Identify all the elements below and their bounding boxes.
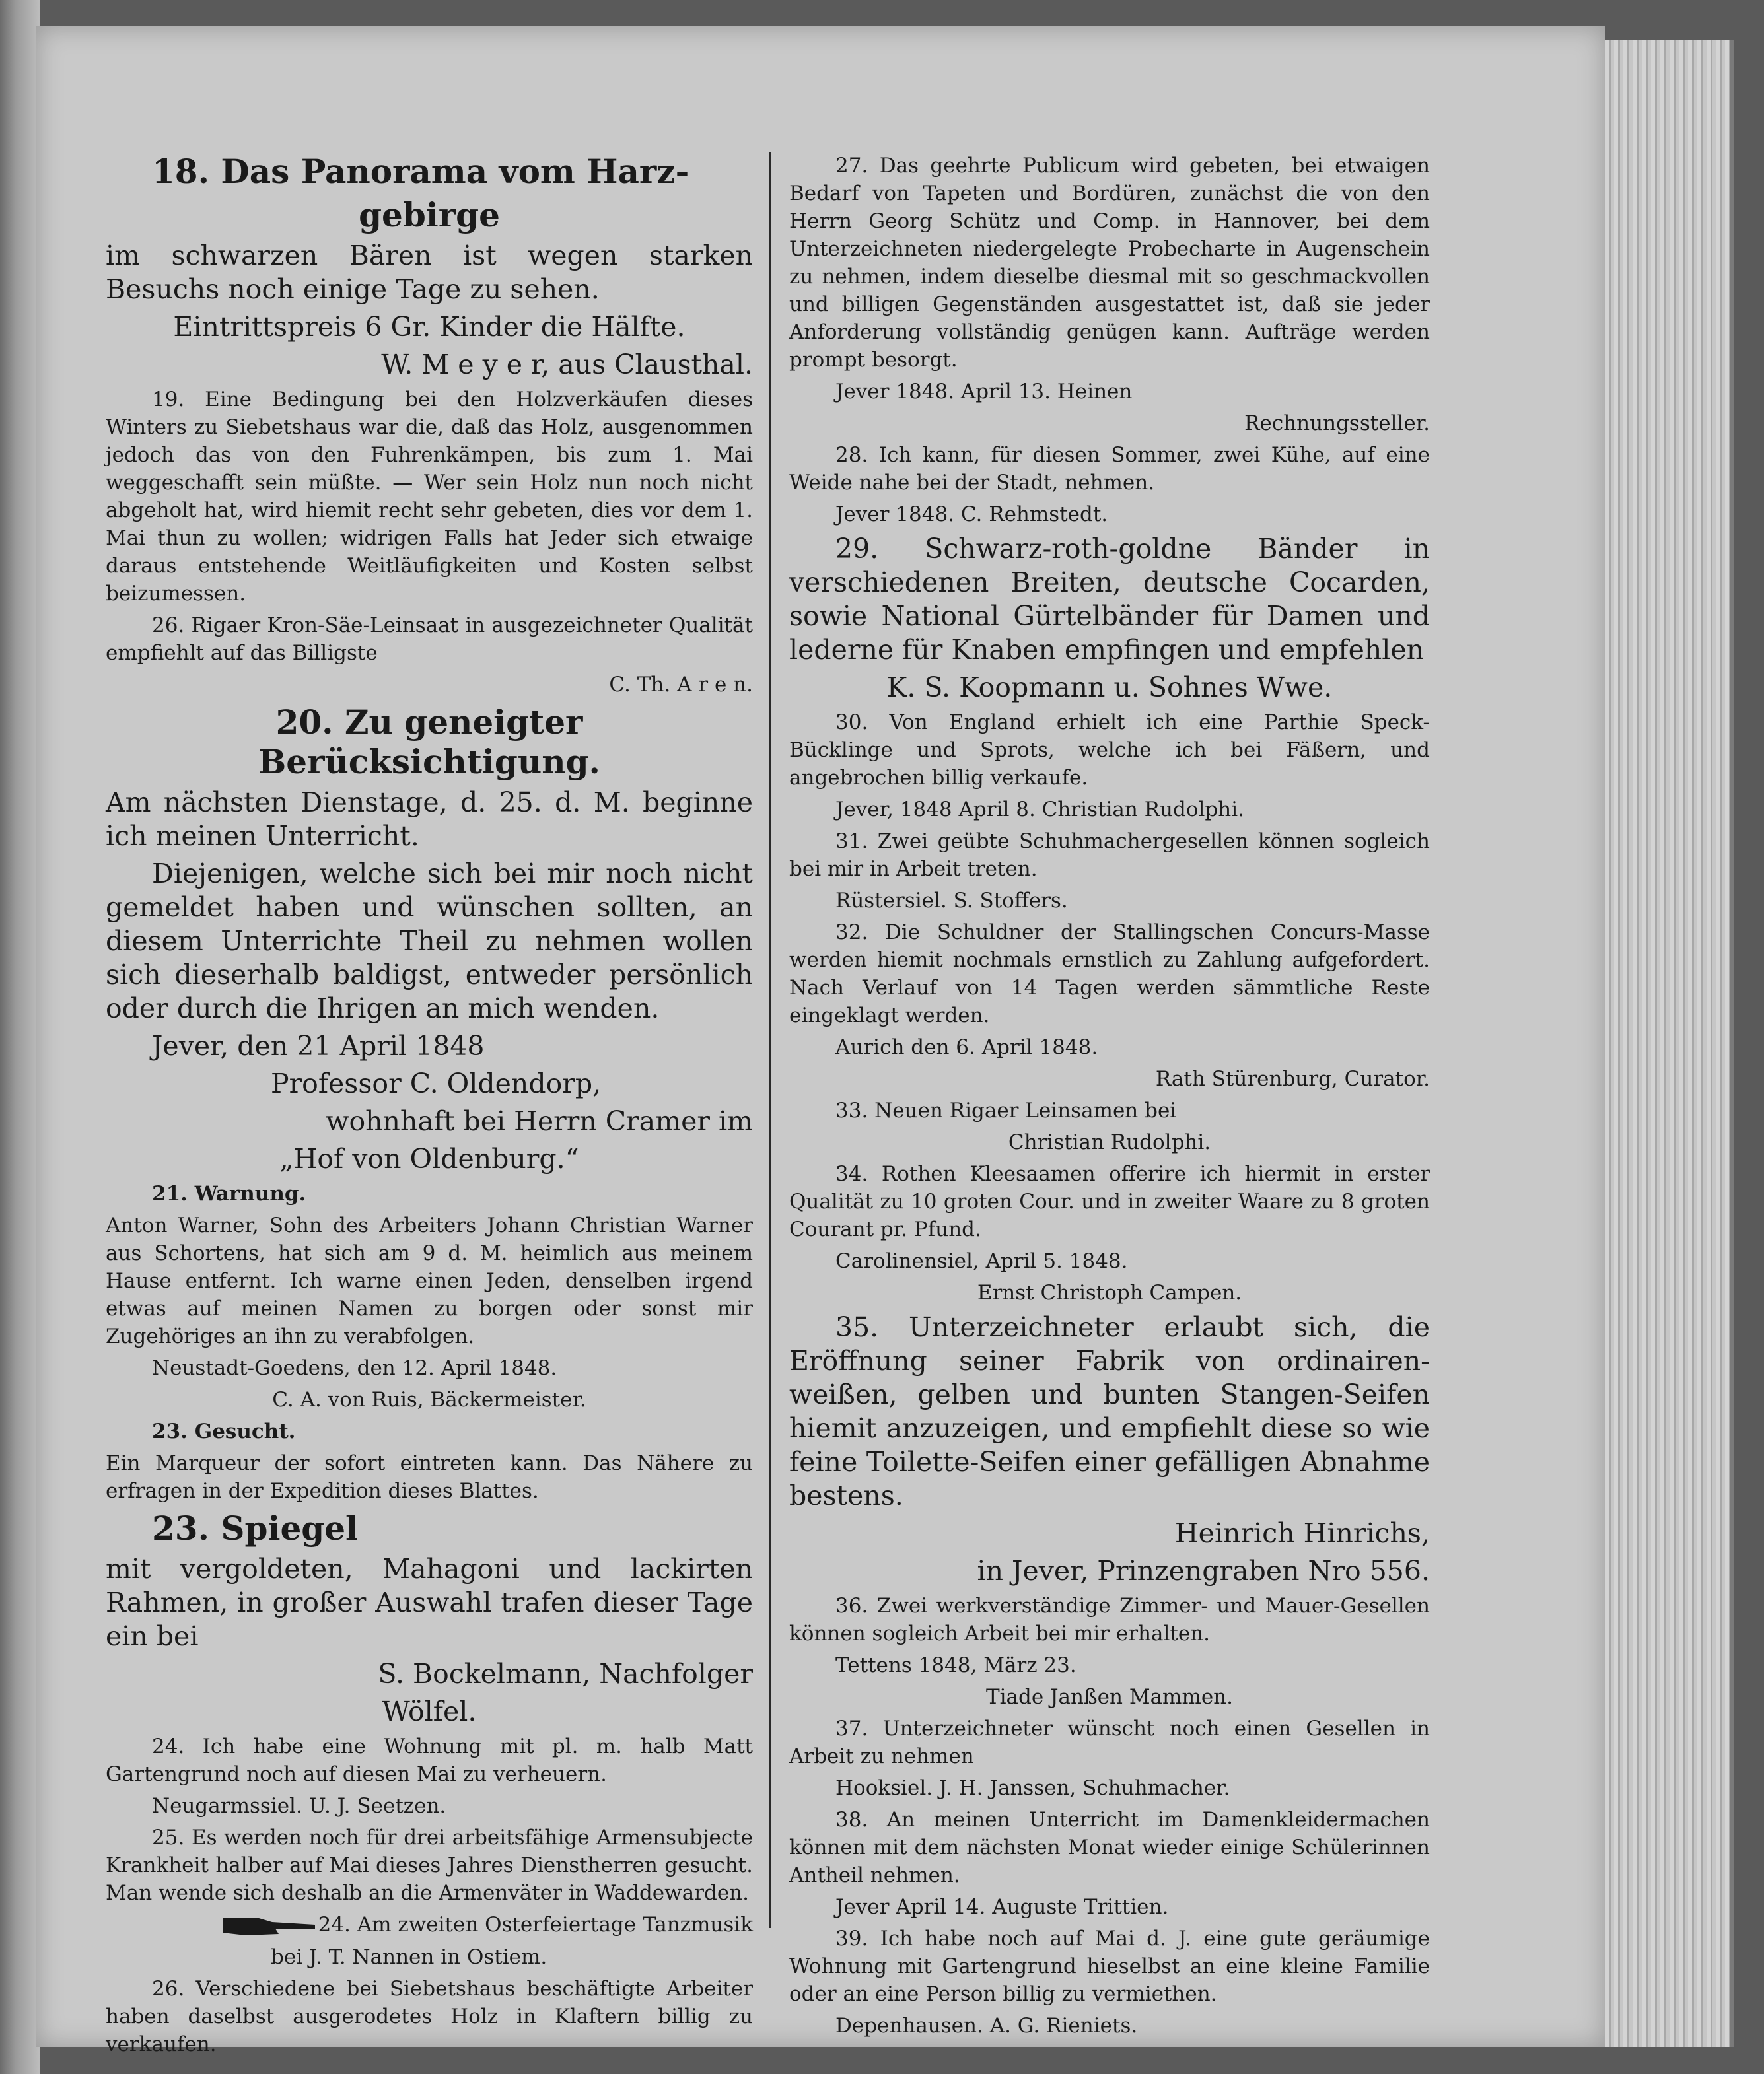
notice-line: 23. Spiegel <box>152 1509 359 1548</box>
notice-line: in Jever, Prinzengraben Nro 556. <box>977 1555 1430 1587</box>
notice-text <box>106 1067 753 1101</box>
notice-line: 37. Unterzeichneter wünscht noch einen Gesellen in Arbeit zu nehmen <box>789 1717 1430 1768</box>
notice-text <box>789 1774 1430 1802</box>
notice-line: 20. Zu geneigter Berücksichtigung. <box>258 703 600 781</box>
notice-line: Eintrittspreis 6 Gr. Kinder die Hälfte. <box>173 311 686 343</box>
notice-line: 18. Das Panorama vom Harz- <box>152 152 689 191</box>
notice-line: Jever 1848. April 13. Heinen <box>835 380 1133 403</box>
column-divider <box>769 152 771 1928</box>
notice-text <box>106 1911 753 1939</box>
notice-line: gebirge <box>359 195 500 234</box>
notice-text <box>106 1105 753 1138</box>
notice-text <box>789 1651 1430 1679</box>
notice-line: Aurich den 6. April 1848. <box>835 1035 1098 1059</box>
notice-line: Jever, den 21 April 1848 <box>152 1030 485 1062</box>
notice-text <box>789 1128 1430 1156</box>
notice-text <box>106 611 753 667</box>
notice-text <box>789 1925 1430 2008</box>
notice-text <box>789 796 1430 823</box>
notice-text <box>789 1247 1430 1275</box>
notice-line: Am nächsten Dienstage, d. 25. d. M. beginne ich meinen Unterricht. <box>106 786 753 852</box>
notice-text <box>789 671 1430 705</box>
notice-text <box>789 918 1430 1029</box>
notice-text <box>789 152 1430 374</box>
notice-text <box>789 887 1430 915</box>
notice-line: Wölfel. <box>382 1696 477 1727</box>
notice-line: Christian Rudolphi. <box>1008 1130 1211 1154</box>
notice-text <box>789 1893 1430 1921</box>
notice-line: Tiade Janßen Mammen. <box>985 1685 1234 1709</box>
notice-line: C. Th. A r e n. <box>609 673 753 697</box>
notice-line: Professor C. Oldendorp, <box>271 1068 602 1099</box>
notice-line: 28. Ich kann, für diesen Sommer, zwei Kühe, auf eine Weide nahe bei der Stadt, nehmen. <box>789 443 1430 495</box>
notice-line: im schwarzen Bären ist wegen starken Besuchs noch einige Tage zu sehen. <box>106 240 753 305</box>
notice-text <box>106 348 753 382</box>
notice-text <box>789 1097 1430 1124</box>
notice-text <box>106 195 753 235</box>
right-column <box>789 152 1430 2044</box>
notice-text <box>789 1683 1430 1711</box>
notice-text <box>106 1552 753 1653</box>
notice-text <box>789 827 1430 883</box>
notice-line: 31. Zwei geübte Schuhmachergesellen können sogleich bei mir in Arbeit treten. <box>789 829 1430 881</box>
notice-text <box>106 1509 753 1548</box>
notice-line: bei J. T. Nannen in Ostiem. <box>271 1945 547 1969</box>
notice-text <box>106 1029 753 1063</box>
notice-line: 36. Zwei werkverständige Zimmer- und Mauer-Gesellen können sogleich Arbeit bei mir erhalten. <box>789 1594 1430 1645</box>
notice-text <box>106 1695 753 1729</box>
notice-line: 34. Rothen Kleesaamen offerire ich hiermit in erster Qualität zu 10 groten Cour. und in zweiter Waare zu 8 groten Courant pr. Pfund. <box>789 1162 1430 1241</box>
notice-text <box>106 1943 753 1971</box>
notice-text <box>789 378 1430 405</box>
notice-line: 21. Warnung. <box>152 1182 306 1206</box>
notice-text <box>106 152 753 191</box>
notice-text <box>789 1592 1430 1647</box>
notice-line: Jever April 14. Auguste Trittien. <box>835 1895 1169 1919</box>
notice-line: Hooksiel. J. H. Janssen, Schuhmacher. <box>835 1776 1230 1800</box>
notice-text <box>106 1657 753 1691</box>
notice-line: W. M e y e r, aus Clausthal. <box>381 349 753 380</box>
notice-line: 39. Ich habe noch auf Mai d. J. eine gute geräumige Wohnung mit Gartengrund hieselbst an eine kleine Familie oder an eine Person billig zu vermiethen. <box>789 1927 1430 2006</box>
notice-line: „Hof von Oldenburg.“ <box>279 1143 579 1175</box>
notice-text <box>789 1160 1430 1243</box>
notice-text <box>106 1975 753 2058</box>
notice-text <box>789 501 1430 528</box>
notice-text <box>106 1354 753 1382</box>
notice-line: Tettens 1848, März 23. <box>835 1653 1076 1677</box>
notice-text <box>106 1386 753 1414</box>
notice-line: Neustadt-Goedens, den 12. April 1848. <box>152 1356 557 1380</box>
notice-text <box>106 386 753 607</box>
notice-line: 33. Neuen Rigaer Leinsamen bei <box>835 1099 1177 1123</box>
notice-line: Carolinensiel, April 5. 1848. <box>835 1249 1128 1273</box>
notice-line: K. S. Koopmann u. Sohnes Wwe. <box>886 672 1333 703</box>
notice-text <box>106 1418 753 1445</box>
pointing-hand-icon <box>219 1913 318 1939</box>
notice-text <box>789 1715 1430 1770</box>
notice-line: Depenhausen. A. G. Rieniets. <box>835 2014 1138 2038</box>
notice-text <box>789 532 1430 667</box>
notice-line: 32. Die Schuldner der Stallingschen Concurs-Masse werden hiemit nochmals ernstlich zu Zahlung aufgefordert. Nach Verlauf von 14 Tagen werden sämmtliche Reste eingeklagt werden. <box>789 920 1430 1027</box>
notice-text <box>789 409 1430 437</box>
notice-text <box>789 1065 1430 1093</box>
notice-line: wohnhaft bei Herrn Cramer im <box>326 1105 753 1137</box>
notice-text <box>789 1554 1430 1588</box>
book-left-page-edge <box>0 0 40 2074</box>
notice-line: 26. Rigaer Kron-Säe-Leinsaat in ausgezeichneter Qualität empfiehlt auf das Billigste <box>106 613 753 665</box>
notice-text <box>106 310 753 344</box>
notice-text <box>789 2012 1430 2040</box>
notice-line: Ernst Christoph Campen. <box>977 1281 1242 1305</box>
notice-text <box>106 1733 753 1788</box>
notice-line: 26. Verschiedene bei Siebetshaus beschäftigte Arbeiter haben daselbst ausgerodetes Holz in Klaftern billig zu verkaufen. <box>106 1976 753 2056</box>
notice-line: mit vergoldeten, Mahagoni und lackirten Rahmen, in großer Auswahl trafen dieser Tage ein bei <box>106 1553 753 1652</box>
notice-line: Jever, 1848 April 8. Christian Rudolphi. <box>835 798 1244 821</box>
notice-text <box>789 1279 1430 1307</box>
notice-text <box>106 857 753 1025</box>
notice-line: Rechnungssteller. <box>1244 411 1430 435</box>
notice-line: Jever 1848. C. Rehmstedt. <box>835 502 1108 526</box>
notice-line: Diejenigen, welche sich bei mir noch nicht gemeldet haben und wünschen sollten, an diesem Unterrichte Theil zu nehmen wollen sich dieserhalb baldigst, entweder persönlich oder durch die Ihrigen an mich wenden. <box>106 858 753 1024</box>
notice-text <box>106 1180 753 1208</box>
notice-line: 19. Eine Bedingung bei den Holzverkäufen dieses Winters zu Siebetshaus war die, daß das Holz, ausgenommen jedoch das von den Fuhrenkämpen, bis zum 1. Mai weggeschafft sein müßte. — Wer sein Holz nun noch nicht abgeholt hat, wird hiemit recht sehr gebeten, dies vor dem 1. Mai thun zu wollen; widrigen Falls hat Jeder sich etwaige daraus entstehende Weitläufigkeiten und Kosten selbst beizumessen. <box>106 388 753 605</box>
notice-text <box>789 1517 1430 1550</box>
notice-text <box>106 703 753 782</box>
notice-line: 23. Gesucht. <box>152 1420 296 1443</box>
notice-line: Heinrich Hinrichs, <box>1174 1517 1430 1549</box>
notice-line: 25. Es werden noch für drei arbeitsfähige Armensubjecte Krankheit halber auf Mai dieses Jahres Dienstherren gesucht. Man wende sich deshalb an die Armenväter in Waddewarden. <box>106 1826 753 1905</box>
notice-text <box>789 709 1430 792</box>
notice-line: Anton Warner, Sohn des Arbeiters Johann Christian Warner aus Schortens, hat sich am 9 d. M. heimlich aus meinem Hause entfernt. Ich warne einen Jeden, denselben irgend etwas auf meinen Namen zu borgen oder sonst mir Zugehöriges an ihn zu verabfolgen. <box>106 1214 753 1348</box>
notice-text <box>789 441 1430 497</box>
left-column <box>106 152 753 2062</box>
notice-text <box>106 671 753 699</box>
notice-text <box>106 239 753 306</box>
notice-line: 27. Das geehrte Publicum wird gebeten, bei etwaigen Bedarf von Tapeten und Bordüren, zunächst die von den Herrn Georg Schütz und Comp. in Hannover, bei dem Unterzeichneten niedergelegte Probecharte in Augenschein zu nehmen, indem dieselbe diesmal mit so geschmackvollen und billigen Gegenständen ausgestattet ist, daß sie jeder Anforderung vollständig genügen kann. Aufträge werden prompt besorgt. <box>789 154 1430 372</box>
notice-text <box>789 1311 1430 1513</box>
notice-line: 38. An meinen Unterricht im Damenkleidermachen können mit dem nächsten Monat wieder einige Schülerinnen Antheil nehmen. <box>789 1808 1430 1887</box>
notice-text <box>106 1449 753 1505</box>
notice-line: Neugarmssiel. U. J. Seetzen. <box>152 1794 446 1818</box>
notice-line: 35. Unterzeichneter erlaubt sich, die Eröffnung seiner Fabrik von ordinairen- weißen, gelben und bunten Stangen-Seifen hiemit anzuzeigen, und empfiehlt diese so wie feine Toilette-Seifen einer gefälligen Abnahme bestens. <box>789 1311 1430 1511</box>
notice-line: 29. Schwarz-roth-goldne Bänder in verschiedenen Breiten, deutsche Cocarden, sowie National Gürtelbänder für Damen und lederne für Knaben empfingen und empfehlen <box>789 533 1430 666</box>
notice-line: 24. Am zweiten Osterfeiertage Tanzmusik <box>318 1913 753 1937</box>
notice-text <box>106 1792 753 1820</box>
notice-line: Ein Marqueur der sofort eintreten kann. Das Nähere zu erfragen in der Expedition dieses Blattes. <box>106 1451 753 1503</box>
notice-line: Rüstersiel. S. Stoffers. <box>835 889 1068 913</box>
notice-line: Rath Stürenburg, Curator. <box>1155 1067 1430 1091</box>
notice-line: S. Bockelmann, Nachfolger <box>378 1658 753 1690</box>
notice-text <box>106 1212 753 1350</box>
notice-text <box>789 1033 1430 1061</box>
notice-line: C. A. von Ruis, Bäckermeister. <box>272 1388 586 1412</box>
book-fore-edge <box>1605 40 1734 2047</box>
notice-text <box>106 1824 753 1907</box>
notice-line: 30. Von England erhielt ich eine Parthie Speck-Bücklinge und Sprots, welche ich bei Fäßern, und angebrochen billig verkaufe. <box>789 710 1430 790</box>
notice-line: 24. Ich habe eine Wohnung mit pl. m. halb Matt Gartengrund noch auf diesen Mai zu verheuern. <box>106 1735 753 1786</box>
notice-text <box>789 1806 1430 1889</box>
notice-text <box>106 786 753 853</box>
notice-text <box>106 1142 753 1176</box>
